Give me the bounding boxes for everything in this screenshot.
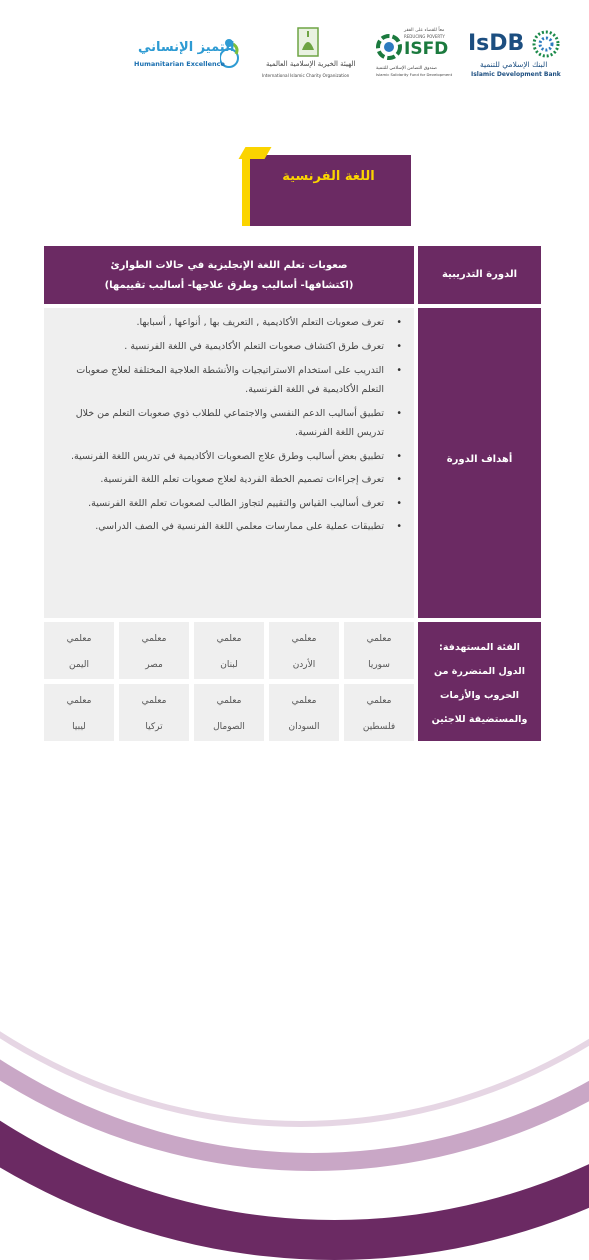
goal-item: • تطبيقات عملية على ممارسات معلمي اللغة الفرنسية في الصف الدراسي. [54,518,394,537]
isfd-top-text: معاً للقضاء على الفقر [404,28,445,33]
goal-item: • تطبيق أساليب الدعم النفسي والاجتماعي للطلاب ذوي صعوبات التعلم من خلال تدريس اللغة الفرنسية. [54,404,394,442]
country-cell [119,622,189,679]
country-name: ليبيا [72,722,86,732]
target-countries-grid [44,622,414,742]
goal-item: • تطبيق بعض أساليب وطرق علاج الصعوبات الأكاديمية في تدريس اللغة الفرنسية. [54,447,394,466]
country-cell-label: معلمي [66,634,92,644]
isfd-logo [374,26,453,86]
country-name: اليمن [68,660,89,670]
title-accent-stripe [242,155,250,226]
course-title-line1: صعوبات تعلم اللغة الإنجليزية في حالات الطوارئ [110,260,348,271]
country-name: سوريا [368,660,390,670]
country-cell [119,684,189,741]
country-cell [269,684,339,741]
humanitarian-excellence-logo [130,26,250,86]
goal-item: • تعرف صعوبات التعلم الأكاديمية , التعريف بها , أنواعها , أسبابها. [54,314,394,333]
country-name: تركيا [145,722,163,732]
he-english-text: Humanitarian Excellence [134,60,225,68]
country-name: مصر [145,660,163,670]
country-cell [269,622,339,679]
goal-item: • تعرف إجراءات تصميم الخطة الفردية لعلاج صعوبات تعلم اللغة الفرنسية. [54,471,394,490]
isfd-arabic-text: صندوق التضامن الإسلامي للتنمية [376,66,437,71]
isfd-english-text: Islamic Solidarity Fund for Development [376,72,453,77]
iico-logo [262,26,357,86]
section-title: اللغة الفرنسية [282,169,375,184]
country-cell-label: معلمي [291,696,317,706]
goals-label-cell [418,308,541,618]
course-label-cell [418,246,541,304]
isdb-english-text: Islamic Development Bank [471,71,561,78]
country-cell-label: معلمي [66,696,92,706]
country-cell [44,684,114,741]
isdb-logo [468,26,560,86]
goals-label: أهداف الدورة [446,454,513,465]
he-arabic-text: التميز الإنساني [138,40,235,55]
iico-emblem-icon [296,26,320,58]
course-title-line2: (اكتشافها- أساليب وطرق علاجها- أساليب تقييمها) [104,280,354,291]
goals-list [44,308,414,537]
country-cell-label: معلمي [141,634,167,644]
country-cell-label: معلمي [366,634,392,644]
course-title-cell [44,246,414,304]
country-name: الأردن [292,660,316,670]
country-cell [344,684,414,741]
isdb-globe-icon [532,30,560,58]
country-cell [194,684,264,741]
country-cell-label: معلمي [291,634,317,644]
target-label: الفئة المستهدفة: الدول المتضررة من الحروب والأزمات والمستضيفة للاجئين [431,642,528,725]
country-cell-label: معلمي [366,696,392,706]
goal-item: • التدريب على استخدام الاستراتيجيات والأنشطة العلاجية المختلفة لعلاج صعوبات التعلم الأكاديمية في اللغة الفرنسية. [54,361,394,399]
country-cell [194,622,264,679]
section-title-box [246,155,411,226]
course-label: الدورة التدريبية [441,269,518,280]
isfd-name: ISFD [404,39,449,59]
isfd-top-en-text: REDUCING POVERTY [404,34,445,39]
country-cell [44,622,114,679]
iico-arabic-text: الهيئة الخيرية الإسلامية العالمية [266,60,356,68]
country-cell [344,622,414,679]
goal-item: • تعرف طرق اكتشاف صعوبات التعلم الأكاديمية في اللغة الفرنسية . [54,338,394,357]
country-name: لبنان [220,660,238,670]
country-name: الصومال [213,722,245,732]
goal-item: • تعرف أساليب القياس والتقييم لتجاوز الطالب لصعوبات تعلم اللغة الفرنسية. [54,495,394,514]
isdb-name: IsDB [468,31,525,56]
country-name: السودان [288,722,320,732]
goals-list-cell [44,308,414,618]
country-cell-label: معلمي [216,696,242,706]
country-cell-label: معلمي [141,696,167,706]
country-name: فلسطين [362,722,396,732]
isdb-arabic-text: البنك الإسلامي للتنمية [480,60,548,69]
country-cell-label: معلمي [216,634,242,644]
iico-english-text: International Islamic Charity Organization [262,73,350,78]
isfd-emblem-icon [376,34,402,60]
partner-logos [130,26,560,86]
target-label-cell [418,622,541,741]
